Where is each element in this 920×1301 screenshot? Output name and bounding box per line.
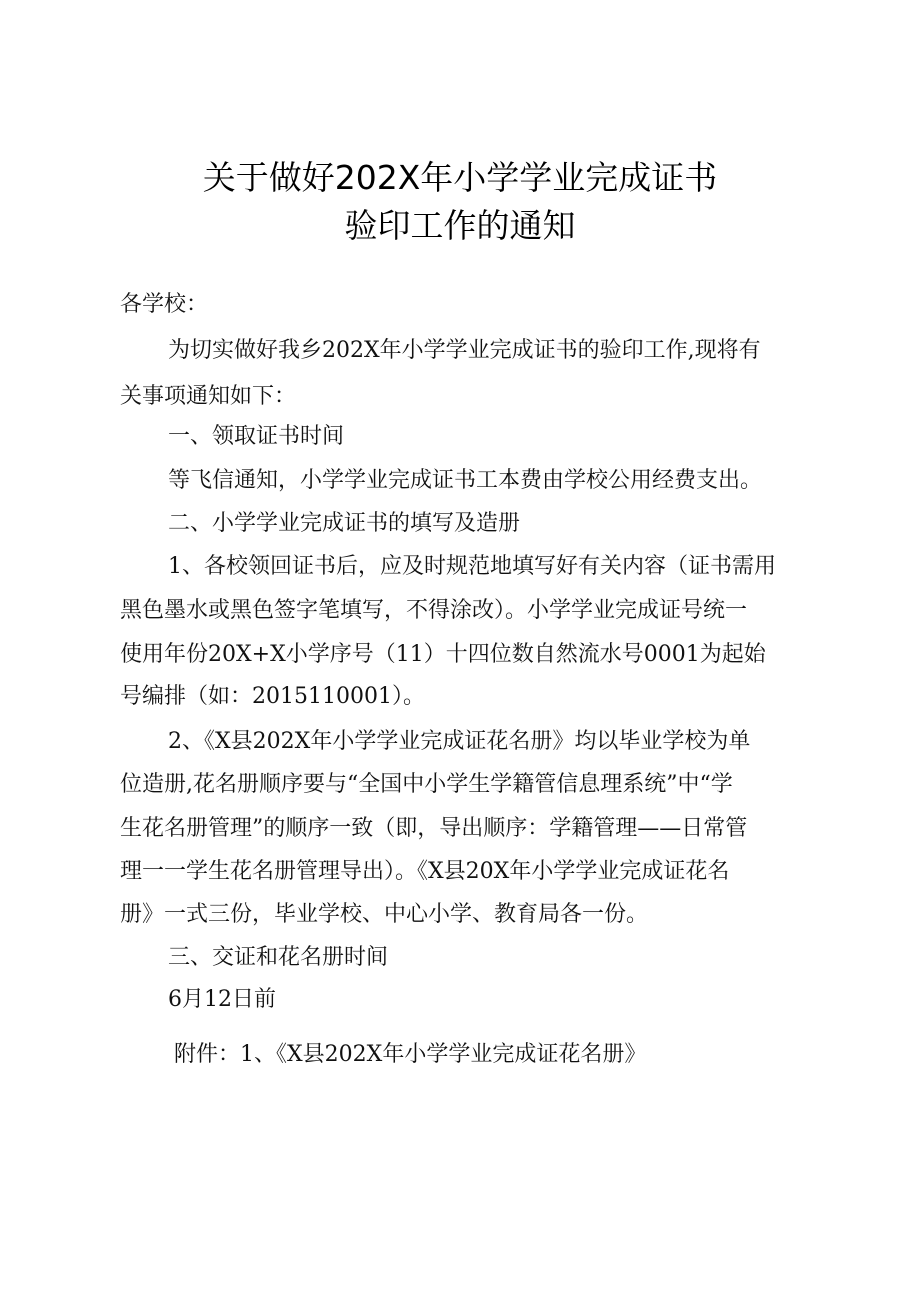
body-line: 位造册,花名册顺序要与“全国中小学生学籍管信息理系统”中“学 <box>120 772 733 797</box>
body-line: 1、各校领回证书后，应及时规范地填写好有关内容（证书需用 <box>168 554 776 579</box>
body-line: 为切实做好我乡202X年小学学业完成证书的验印工作,现将有 <box>168 338 761 363</box>
deadline-line: 6月12日前 <box>168 987 276 1012</box>
body-line: 关事项通知如下： <box>120 384 297 409</box>
attachment-line: 附件：1、《X县202X年小学学业完成证花名册》 <box>174 1042 647 1067</box>
body-line: 黑色墨水或黑色签字笔填写，不得涂改）。小学学业完成证号统一 <box>120 598 748 623</box>
body-line: 号编排（如：2015110001）。 <box>120 684 425 709</box>
document-title-line-2: 验印工作的通知 <box>344 206 576 245</box>
salutation: 各学校： <box>120 292 209 317</box>
body-line: 等飞信通知，小学学业完成证书工本费由学校公用经费支出。 <box>168 468 763 493</box>
body-line: 理一一学生花名册管理导出）。《X县20X年小学学业完成证花名 <box>120 859 730 884</box>
section-heading: 三、交证和花名册时间 <box>168 945 389 970</box>
section-heading: 一、领取证书时间 <box>168 424 345 449</box>
body-line: 册》一式三份，毕业学校、中心小学、教育局各一份。 <box>120 902 649 927</box>
body-line: 2、《X县202X年小学学业完成证花名册》均以毕业学校为单 <box>168 729 751 754</box>
body-line: 使用年份20X+X小学序号（11）十四位数自然流水号0001为起始 <box>120 642 766 667</box>
section-heading: 二、小学学业完成证书的填写及造册 <box>168 511 521 536</box>
body-line: 生花名册管理”的顺序一致（即，导出顺序：学籍管理——日常管 <box>120 816 748 841</box>
document-title-line-1: 关于做好202X年小学学业完成证书 <box>202 158 718 197</box>
